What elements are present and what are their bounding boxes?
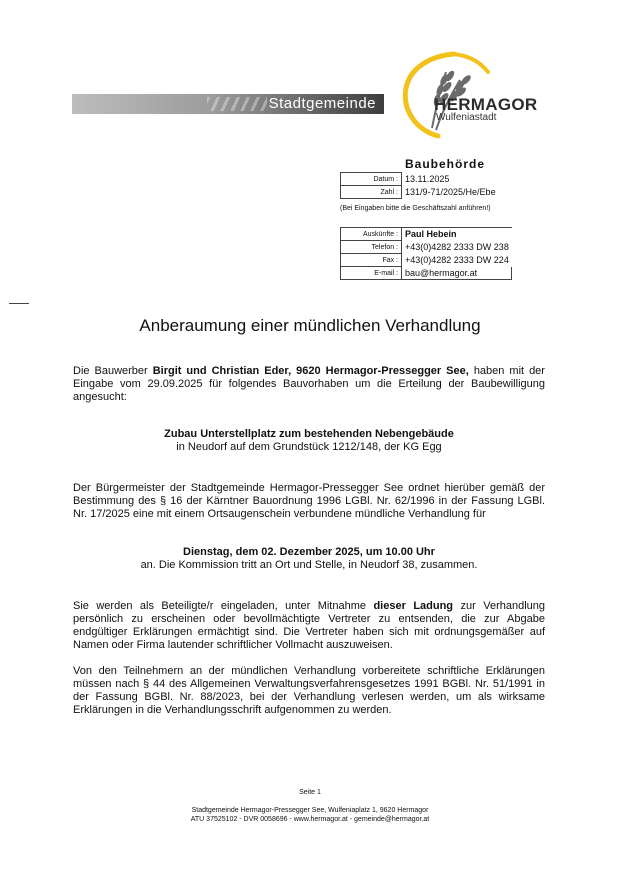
intro-pre: Die Bauwerber	[73, 365, 153, 377]
reference-row-date	[341, 173, 499, 186]
reference-row-number	[341, 186, 499, 199]
reference-table	[340, 172, 499, 199]
project-title: Zubau Unterstellplatz zum bestehenden Nebengebäude	[164, 428, 454, 440]
header-band	[72, 94, 384, 114]
reference-note: (Bei Eingaben bitte die Geschäftszahl anführen!)	[340, 205, 491, 212]
fax-value: +43(0)4282 2333 DW 224	[402, 254, 512, 267]
date-label: Datum :	[341, 173, 402, 186]
contact-person-value: Paul Hebein	[402, 228, 512, 241]
date-value: 13.11.2025	[402, 173, 499, 186]
hearing-location: an. Die Kommission tritt an Ort und Stelle, in Neudorf 38, zusammen.	[140, 559, 478, 571]
document-title: Anberaumung einer mündlichen Verhandlung	[139, 316, 481, 335]
statements-paragraph: Von den Teilnehmern an der mündlichen Verhandlung vorbereitete schriftliche Erklärungen müssen nach § 44 des Allgemeinen Verwaltungsverfahrensgesetzes 1991 BGBl. Nr. 51/1991 in der Fassung BGBl. Nr. 88/2023, bei der Verhandlung verlesen werden, um als wirksame Erklärungen in die Verhandlungsschrift aufgenommen zu werden.	[73, 665, 545, 716]
brand-subtitle: Wulfeniastadt	[436, 112, 497, 123]
applicant-names: Birgit und Christian Eder, 9620 Hermagor-Pressegger See,	[152, 365, 469, 377]
email-label: E-mail :	[341, 267, 402, 280]
contact-table	[340, 227, 512, 280]
contact-person-label: Auskünfte :	[341, 228, 402, 241]
contact-row	[341, 254, 512, 267]
email-value[interactable]: bau@hermagor.at	[402, 267, 512, 280]
order-paragraph: Der Bürgermeister der Stadtgemeinde Hermagor-Pressegger See ordnet hierüber gemäß der Bestimmung des § 16 der Kärntner Bauordnung 1996 LGBl. Nr. 62/1996 in der Fassung LGBl. Nr. 17/2025 eine mit einem Ortsaugenschein verbundene mündliche Verhandlung für	[73, 482, 545, 520]
footer-address: Stadtgemeinde Hermagor-Pressegger See, Wulfeniaplatz 1, 9620 Hermagor	[191, 807, 429, 814]
invitation-paragraph	[73, 600, 545, 652]
contact-row	[341, 241, 512, 254]
reference-value: 131/9-71/2025/He/Ebe	[402, 186, 499, 199]
phone-label: Telefon :	[341, 241, 402, 254]
contact-row	[341, 228, 512, 241]
office-title: Baubehörde	[405, 157, 486, 171]
fold-mark	[9, 303, 29, 304]
fax-label: Fax :	[341, 254, 402, 267]
intro-post: haben mit der Eingabe vom 29.09.2025 für folgendes Bauvorhaben um die Erteilung der Baubewilligung angesucht:	[73, 365, 545, 403]
brand-name: HERMAGOR	[434, 95, 538, 114]
band-label: Stadtgemeinde	[268, 95, 376, 112]
invitation-pre: Sie werden als Beteiligte/r eingeladen, unter Mitnahme	[73, 600, 374, 612]
intro-paragraph	[73, 365, 545, 404]
invitation-emphasis: dieser Ladung	[373, 600, 454, 612]
reference-label: Zahl :	[341, 186, 402, 199]
footer-contact: ATU 37525102 - DVR 0058696 - www.hermagor.at - gemeinde@hermagor.at	[190, 816, 430, 823]
band-pattern	[207, 97, 267, 111]
hearing-date: Dienstag, dem 02. Dezember 2025, um 10.00 Uhr	[183, 546, 435, 558]
contact-row	[341, 267, 512, 280]
phone-value: +43(0)4282 2333 DW 238	[402, 241, 512, 254]
invitation-post: zur Verhandlung persönlich zu erscheinen oder bevollmächtigte Vertreter zu entsenden, die zur Abgabe endgültiger Erklärungen ermächtigt sind. Die Vertreter haben sich mit ordnungsgemäßer auf Namen oder Firma lautender schriftlicher Vollmacht auszuweisen.	[73, 600, 545, 651]
project-block	[73, 428, 545, 454]
footer	[0, 806, 620, 824]
page-number: Seite 1	[299, 789, 321, 796]
hearing-block	[73, 546, 545, 572]
project-location: in Neudorf auf dem Grundstück 1212/148, der KG Egg	[176, 441, 442, 453]
